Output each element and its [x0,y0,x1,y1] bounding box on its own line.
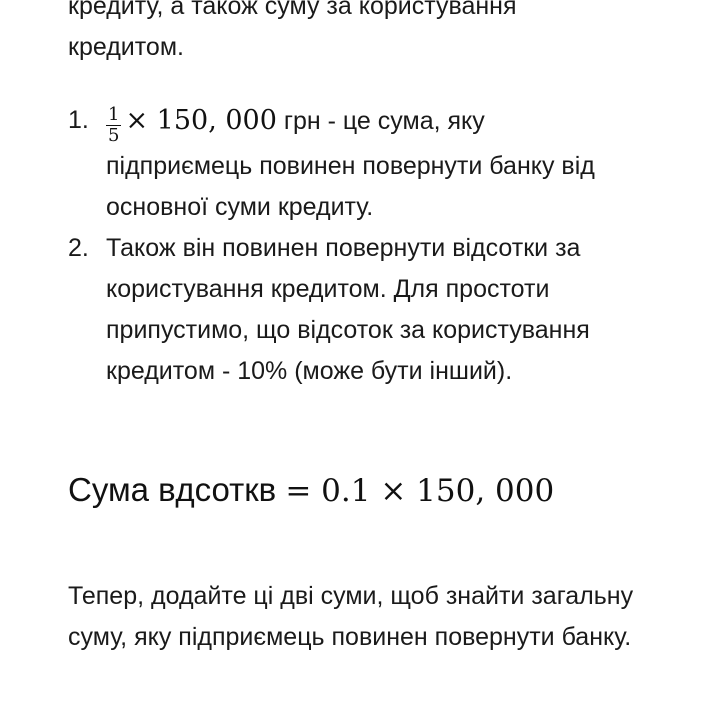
list-item-1-text: грн - це сума, яку [276,107,485,135]
intro-line-1: кредиту, а також суму за користування [68,0,517,20]
formula-math: = 0.1 × 150, 000 [285,473,555,509]
interest-formula [68,466,554,515]
math-amount: × 150, 000 [125,105,277,136]
formula-label: Сума вдсоткв [68,471,277,508]
intro-paragraph [68,0,678,68]
list-item-1 [68,100,688,228]
list-number-2: 2. [68,234,89,262]
intro-line-2: кредитом. [68,33,184,61]
outro-paragraph: Тепер, додайте ці дві суми, щоб знайти загальну суму, яку підприємець повинен повернути банку. [68,582,634,651]
list-item-2 [68,228,688,392]
fraction [106,105,121,146]
fraction-denominator: 5 [108,125,120,146]
ordered-list [68,100,688,392]
fraction-numerator: 1 [108,104,120,125]
list-number-1: 1. [68,106,89,134]
list-item-1-continuation: підприємець повинен повернути банку від основної суми кредиту. [106,152,595,221]
list-item-2-text: Також він повинен повернути відсотки за користування кредитом. Для простоти припустимо, що відсоток за користування кредитом - 10% (може бути інший). [106,234,590,385]
fraction-expression [106,104,277,146]
